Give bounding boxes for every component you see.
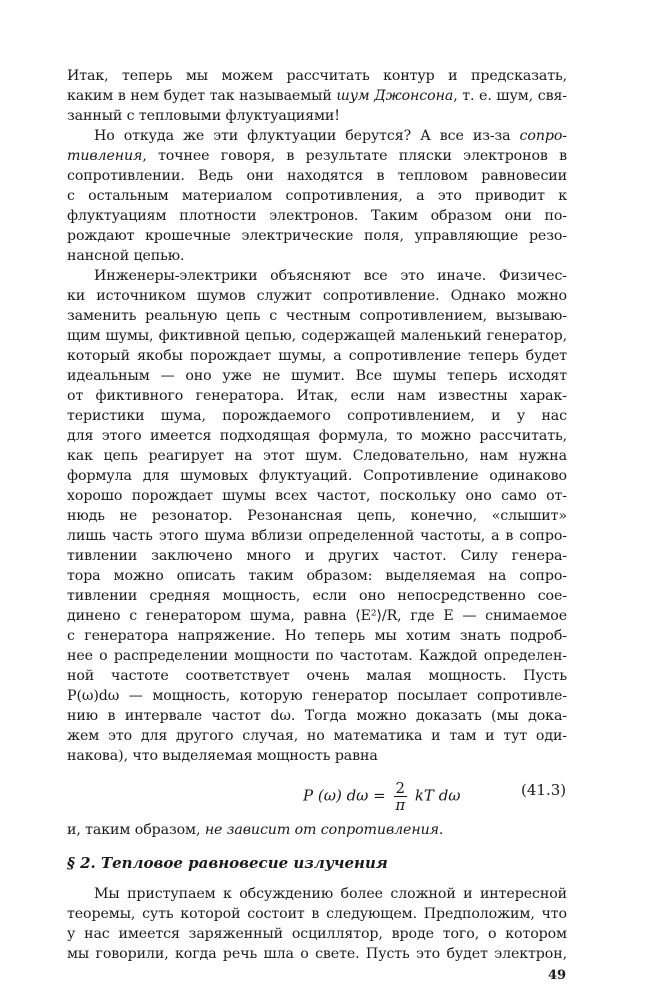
text-line: тора можно описать таким образом: выделяемая на сопро- — [67, 568, 567, 584]
text-line: идеальным — оно уже не шумит. Все шумы теперь исходят — [67, 368, 567, 384]
text-line: с генератора напряжение. Но теперь мы хотим знать подроб- — [67, 628, 567, 644]
text-line: нее о распределении мощности по частотам. Каждой определен- — [67, 648, 567, 664]
text-line: теоремы, суть которой состоит в следующем. Предположим, что — [67, 906, 567, 922]
text-line: для этого имеется подходящая формула, то можно рассчитать, — [67, 428, 567, 444]
text-line: с остальным материалом сопротивления, а это приводит к — [67, 188, 567, 204]
text-line: ной частоте соответствует очень малая мощность. Пусть — [67, 668, 567, 684]
text-line: Мы приступаем к обсуждению более сложной и интересной — [94, 886, 567, 902]
text-line: Итак, теперь мы можем рассчитать контур и предсказать, — [67, 68, 567, 84]
text-line — [67, 146, 567, 166]
text-line: занный с тепловыми флуктуациями! — [67, 108, 340, 124]
text-line: жем это для другого случая, но математика и там и тут оди- — [67, 728, 567, 744]
text-line — [94, 126, 567, 146]
fraction — [394, 780, 408, 813]
text-run: Но откуда же эти флуктуации берутся? А все из-за — [94, 128, 520, 144]
text-line: ки источником шумов служит сопротивление. Однако можно — [67, 288, 567, 304]
text-line: нюдь не резонатор. Резонансная цепь, конечно, «слышит» — [67, 508, 567, 524]
text-line: тивлении заключено много и других частот. Силу генера- — [67, 548, 567, 564]
text-line: заменить реальную цепь с честным сопротивлением, вызываю- — [67, 308, 567, 324]
text-line: тивлении средняя мощность, если оно непосредственно сое- — [67, 588, 567, 604]
text-run: , т. е. шум, свя- — [453, 88, 568, 104]
text-line: накова), что выделяемая мощность равна — [67, 748, 378, 764]
text-line: как цепь реагирует на этот шум. Следовательно, нам нужна — [67, 448, 567, 464]
text-line: теристики шума, порождаемого сопротивлением, и у нас — [67, 408, 567, 424]
text-line: флуктуациям плотности электронов. Таким образом они по- — [67, 208, 567, 224]
equation-rhs: kT dω — [414, 786, 461, 805]
text-run: каким в нем будет так называемый — [67, 88, 337, 104]
text-line: хорошо порождает шумы всех частот, поскольку оно само от- — [67, 488, 567, 504]
equation-number: (41.3) — [521, 781, 567, 799]
text-line: рождают крошечные электрические поля, управляющие резо- — [67, 228, 567, 244]
text-line: P(ω)dω — мощность, которую генератор посылает сопротивле- — [67, 688, 567, 704]
section-heading: § 2. Тепловое равновесие излучения — [67, 854, 388, 872]
text-line: щим шумы, фиктивной цепью, содержащей маленький генератор, — [67, 328, 567, 344]
emphasis: шум Джонсона — [336, 88, 454, 104]
text-run: и, таким образом, — [67, 822, 205, 838]
fraction-denominator: π — [395, 796, 406, 814]
text-line: нансной цепью. — [67, 248, 185, 264]
text-run: , точнее говоря, в результате пляски электронов в — [142, 148, 567, 164]
equation-lhs: P (ω) dω = — [303, 786, 386, 805]
emphasis: тивления — [67, 148, 143, 164]
text-line: который якобы порождает шумы, а сопротивление теперь будет — [67, 348, 567, 364]
text-line — [67, 820, 567, 840]
page-number: 49 — [548, 968, 567, 983]
emphasis: сопро- — [519, 128, 567, 144]
text-line: от фиктивного генератора. Итак, если нам известны харак- — [67, 388, 567, 404]
text-line — [67, 86, 567, 106]
text-line: лишь часть этого шума вблизи определенной частоты, а в сопро- — [67, 528, 567, 544]
text-line: динено с генератором шума, равна ⟨E²⟩/R, где E — снимаемое — [67, 608, 567, 624]
display-equation — [67, 770, 567, 814]
text-line: у нас имеется заряженный осциллятор, вроде того, о котором — [67, 926, 567, 942]
emphasis: не зависит от сопротивления — [204, 822, 439, 838]
text-run: . — [438, 822, 444, 838]
fraction-numerator: 2 — [395, 779, 406, 797]
text-line: сопротивлении. Ведь они находятся в тепловом равновесии — [67, 168, 567, 184]
text-line: Инженеры-электрики объясняют все это иначе. Физичес- — [94, 268, 567, 284]
text-line: нию в интервале частот dω. Тогда можно доказать (мы дока- — [67, 708, 567, 724]
text-line: формула для шумовых флуктуаций. Сопротивление одинаково — [67, 468, 567, 484]
text-line: мы говорили, когда речь шла о свете. Пусть это будет электрон, — [67, 946, 567, 962]
equation-expression — [303, 780, 461, 813]
